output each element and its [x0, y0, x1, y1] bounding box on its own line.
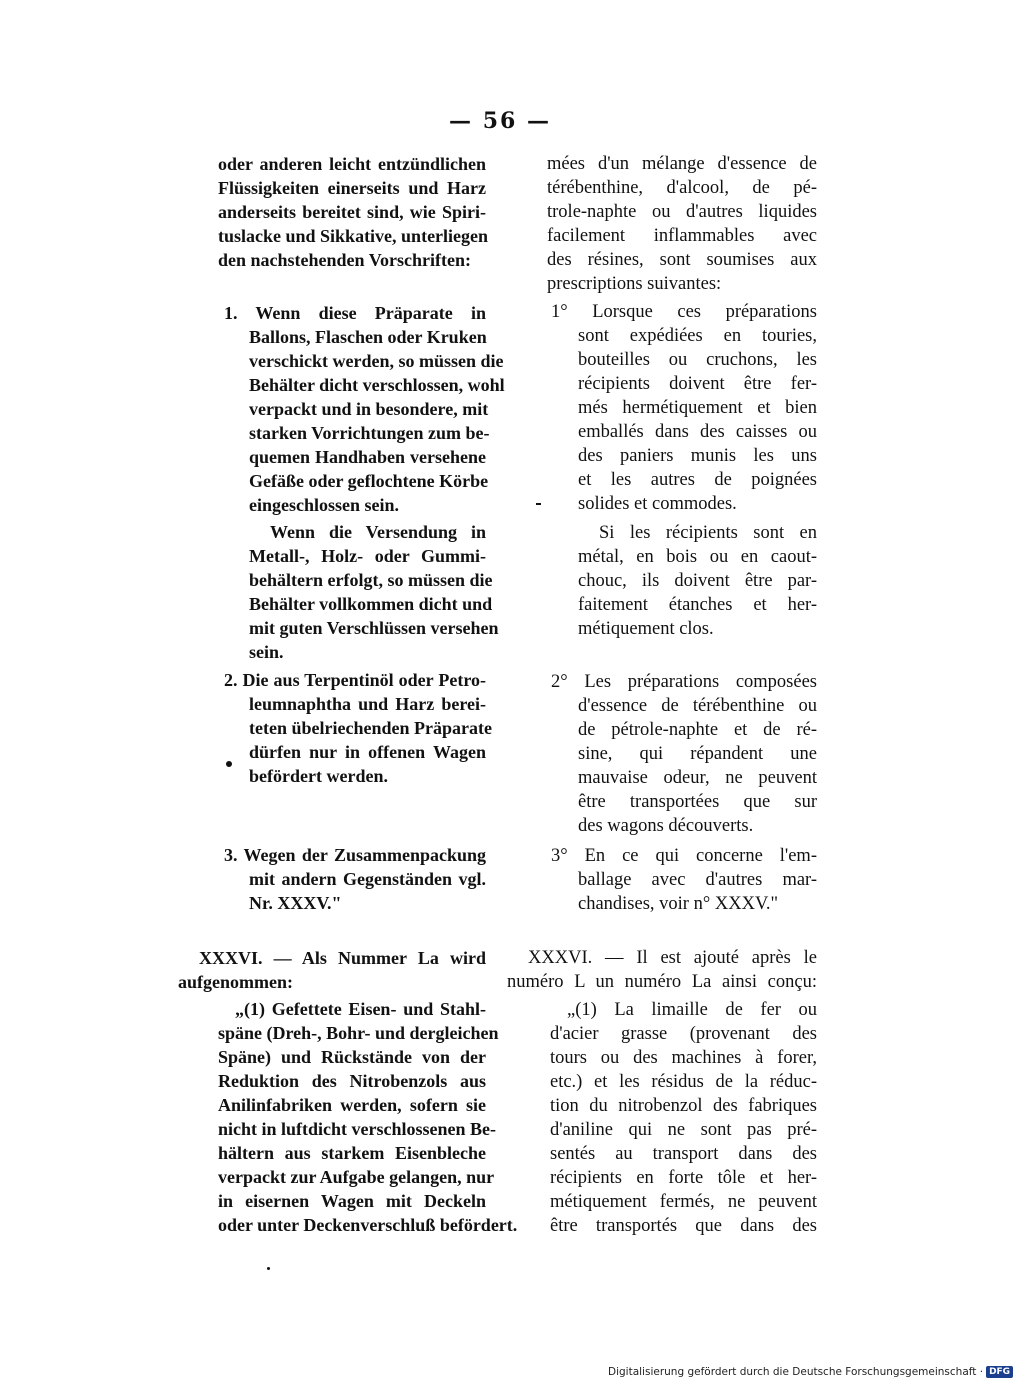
german-text-line: Anilinfabriken werden, sofern sie [218, 1095, 486, 1115]
german-text-line: eingeschlossen sein. [249, 495, 400, 515]
ink-dash [536, 503, 541, 505]
dfg-logo: DFG [986, 1366, 1013, 1378]
german-text-line: befördert werden. [249, 766, 388, 786]
german-text-line: Gefäße oder geflochtene Körbe [249, 471, 489, 491]
french-text-line: 3° En ce qui concerne l'em- [551, 846, 817, 866]
french-text-line: des paniers munis les uns [578, 446, 817, 466]
french-text-line: 1° Lorsque ces préparations [551, 302, 817, 322]
french-text-line: récipients doivent être fer- [578, 374, 817, 394]
french-text-line: des wagons découverts. [578, 816, 754, 836]
french-text-line: métiquement fermés, ne peuvent [550, 1192, 817, 1212]
french-text-line: d'aniline qui ne sont pas pré- [550, 1120, 817, 1140]
french-text-line: facilement inflammables avec [547, 226, 817, 246]
german-text-line: Behälter vollkommen dicht und [249, 594, 493, 614]
french-text-line: d'acier grasse (provenant des [550, 1024, 817, 1044]
german-text-line: Nr. XXXV." [249, 893, 342, 913]
french-text-line: numéro L un numéro La ainsi conçu: [507, 972, 817, 992]
german-text-line: teten übelriechenden Präparate [249, 718, 492, 738]
german-text-line: verpackt und in besondere, mit [249, 399, 489, 419]
french-text-line: des résines, sont soumises aux [547, 250, 817, 270]
french-text-line: tion du nitrobenzol des fabriques [550, 1096, 817, 1116]
french-text-line: solides et commodes. [578, 494, 737, 514]
german-text-line: verpackt zur Aufgabe gelangen, nur [218, 1167, 495, 1187]
german-text-line: Wenn die Versendung in [270, 522, 486, 542]
french-text-line: bouteilles ou cruchons, les [578, 350, 817, 370]
digitization-credit [608, 1365, 1011, 1379]
french-text-line: etc.) et les résidus de la réduc- [550, 1072, 817, 1092]
french-text-line: emballés dans des caisses ou [578, 422, 817, 442]
french-text-line: sentés au transport dans des [550, 1144, 817, 1164]
french-text-line: mauvaise odeur, ne peuvent [578, 768, 817, 788]
french-text-line: et les autres de poignées [578, 470, 817, 490]
german-text-line: späne (Dreh-, Bohr- und dergleichen [218, 1023, 499, 1043]
german-text-line: anderseits bereitet sind, wie Spiri- [218, 202, 486, 222]
french-text-line: mées d'un mélange d'essence de [547, 154, 817, 174]
page-number: — 56 — [449, 108, 551, 134]
german-text-line: oder unter Deckenverschluß befördert. [218, 1215, 518, 1235]
german-text-line: XXXVI. — Als Nummer La wird [199, 948, 486, 968]
german-text-line: Flüssigkeiten einerseits und Harz [218, 178, 486, 198]
german-text-line: starken Vorrichtungen zum be- [249, 423, 490, 443]
german-text-line: mit andern Gegenständen vgl. [249, 869, 486, 889]
french-text-line: faitement étanches et her- [578, 595, 817, 615]
french-text-line: 2° Les préparations composées [551, 672, 817, 692]
german-text-line: nicht in luftdicht verschlossenen Be- [218, 1119, 497, 1139]
credit-text: Digitalisierung gefördert durch die Deutsche Forschungsgemeinschaft · [608, 1366, 984, 1378]
german-text-line: verschickt werden, so müssen die [249, 351, 504, 371]
french-text-line: métal, en bois ou en caout- [578, 547, 817, 567]
french-text-line: més hermétiquement et bien [578, 398, 817, 418]
french-text-line: ballage avec d'autres mar- [578, 870, 817, 890]
french-text-line: XXXVI. — Il est ajouté après le [528, 948, 817, 968]
ink-dot [267, 1267, 270, 1270]
german-text-line: 1. Wenn diese Präparate in [224, 303, 486, 323]
french-text-line: térébenthine, d'alcool, de pé- [547, 178, 817, 198]
ink-dot [226, 761, 232, 767]
german-text-line: sein. [249, 642, 284, 662]
german-text-line: 3. Wegen der Zusammenpackung [224, 845, 486, 865]
french-text-line: prescriptions suivantes: [547, 274, 722, 294]
german-text-line: Späne) und Rückstände von der [218, 1047, 486, 1067]
german-text-line: dürfen nur in offenen Wagen [249, 742, 486, 762]
french-text-line: être transportées que sur [578, 792, 817, 812]
french-text-line: „(1) La limaille de fer ou [567, 1000, 817, 1020]
french-text-line: chouc, ils doivent être par- [578, 571, 817, 591]
german-text-line: den nachstehenden Vorschriften: [218, 250, 472, 270]
german-text-line: quemen Handhaben versehene [249, 447, 486, 467]
french-text-line: métiquement clos. [578, 619, 714, 639]
german-text-line: Metall-, Holz- oder Gummi- [249, 546, 486, 566]
german-text-line: mit guten Verschlüssen versehen [249, 618, 499, 638]
german-text-line: in eisernen Wagen mit Deckeln [218, 1191, 486, 1211]
german-text-line: Behälter dicht verschlossen, wohl [249, 375, 505, 395]
german-text-line: tuslacke und Sikkative, unterliegen [218, 226, 489, 246]
french-text-line: d'essence de térébenthine ou [578, 696, 817, 716]
german-text-line: Reduktion des Nitrobenzols aus [218, 1071, 486, 1091]
german-text-line: „(1) Gefettete Eisen- und Stahl- [235, 999, 486, 1019]
german-text-line: behältern erfolgt, so müssen die [249, 570, 493, 590]
french-text-line: sont expédiées en touries, [578, 326, 817, 346]
french-text-line: récipients en forte tôle et her- [550, 1168, 817, 1188]
german-text-line: Ballons, Flaschen oder Kruken [249, 327, 487, 347]
french-text-line: de pétrole-naphte et de ré- [578, 720, 817, 740]
german-text-line: oder anderen leicht entzündlichen [218, 154, 486, 174]
german-text-line: hältern aus starkem Eisenbleche [218, 1143, 486, 1163]
french-text-line: Si les récipients sont en [599, 523, 817, 543]
german-text-line: 2. Die aus Terpentinöl oder Petro- [224, 670, 486, 690]
french-text-line: être transportés que dans des [550, 1216, 817, 1236]
french-text-line: tours ou des machines à forer, [550, 1048, 817, 1068]
french-text-line: trole-naphte ou d'autres liquides [547, 202, 817, 222]
french-text-line: chandises, voir n° XXXV." [578, 894, 779, 914]
french-text-line: sine, qui répandent une [578, 744, 817, 764]
german-text-line: leumnaphtha und Harz berei- [249, 694, 486, 714]
german-text-line: aufgenommen: [178, 972, 293, 992]
